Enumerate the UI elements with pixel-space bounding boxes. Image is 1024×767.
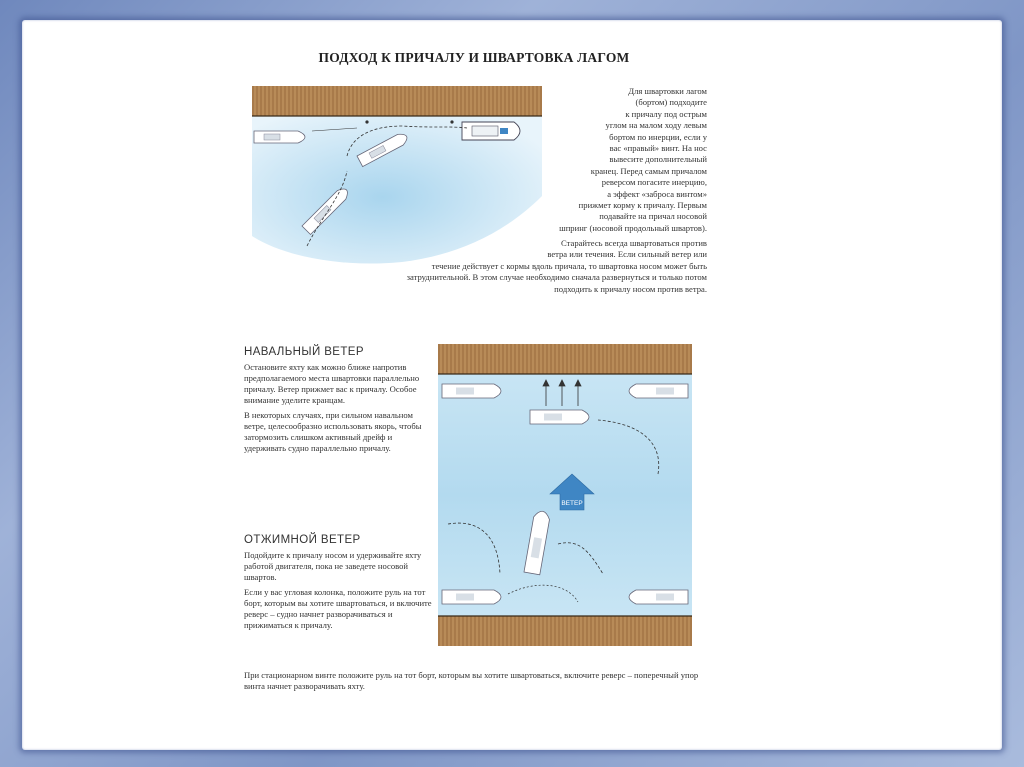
intro-line: бортом по инерции, если у — [609, 131, 707, 142]
intro-line: кранец. Перед самым причалом — [590, 165, 707, 176]
section-onshore-wind — [244, 362, 434, 458]
page-title: ПОДХОД К ПРИЧАЛУ И ШВАРТОВКА ЛАГОМ — [318, 50, 630, 65]
intro-line: подавайте на причал носовой — [599, 211, 707, 222]
advice-line: ветра или течения. Если сильный ветер или — [547, 249, 707, 260]
advice-line: подходить к причалу носом против ветра. — [554, 283, 707, 294]
document-page — [232, 34, 716, 742]
paragraph: В некоторых случаях, при сильном навальном ветре, целесообразно использовать якорь, чтобы затормозить слишком активный дрейф и удерживать судно параллельно причалу. — [244, 410, 422, 453]
intro-line: Для швартовки лагом — [628, 86, 707, 96]
paragraph: Если у вас угловая колонка, положите руль на тот борт, которым вы хотите швартоваться, и включите реверс – судно начнет разворачиваться и прижиматься к причалу. — [244, 587, 432, 630]
paragraph: Подойдите к причалу носом и удерживайте яхту работой двигателя, пока не заведете носовой швартов. — [244, 550, 422, 582]
advice-line: затруднительной. В этом случае необходимо сначала развернуться и только потом — [406, 272, 707, 283]
intro-line: шпринг (носовой продольный швартов). — [559, 222, 707, 233]
intro-text — [532, 86, 707, 234]
wind-advice-text — [292, 238, 707, 295]
intro-line: вас «правый» винт. На нос — [609, 143, 707, 154]
heading-onshore-wind: НАВАЛЬНЫЙ ВЕТЕР — [244, 346, 364, 358]
closing-paragraph: При стационарном винте положите руль на тот борт, которым вы хотите швартоваться, включите реверс – поперечный упор винта начнет разворачивать яхту. — [244, 670, 699, 691]
wind-label: ВЕТЕР — [561, 500, 583, 507]
intro-line: углом на малом ходу левым — [605, 120, 707, 131]
docking-diagram-wind — [438, 344, 692, 646]
heading-offshore-wind: ОТЖИМНОЙ ВЕТЕР — [244, 534, 361, 546]
advice-line: Старайтесь всегда швартоваться против — [561, 238, 707, 248]
intro-line: а эффект «заброса винтом» — [607, 188, 707, 199]
intro-line: (бортом) подходите — [635, 97, 707, 108]
advice-line: течение действует с кормы вдоль причала, то швартовка носом может быть — [431, 260, 707, 271]
paragraph: Остановите яхту как можно ближе напротив предполагаемого места швартовки параллельно причалу. Ветер прижмет вас к причалу. Особое внимание уделите кранцам. — [244, 362, 420, 405]
intro-line: вывесите дополнительный — [609, 154, 707, 165]
intro-line: реверсом погасите инерцию, — [601, 177, 707, 188]
intro-line: прижмет корму к причалу. Первым — [578, 200, 707, 211]
section-offshore-wind — [244, 550, 434, 635]
intro-line: к причалу под острым — [625, 108, 707, 119]
